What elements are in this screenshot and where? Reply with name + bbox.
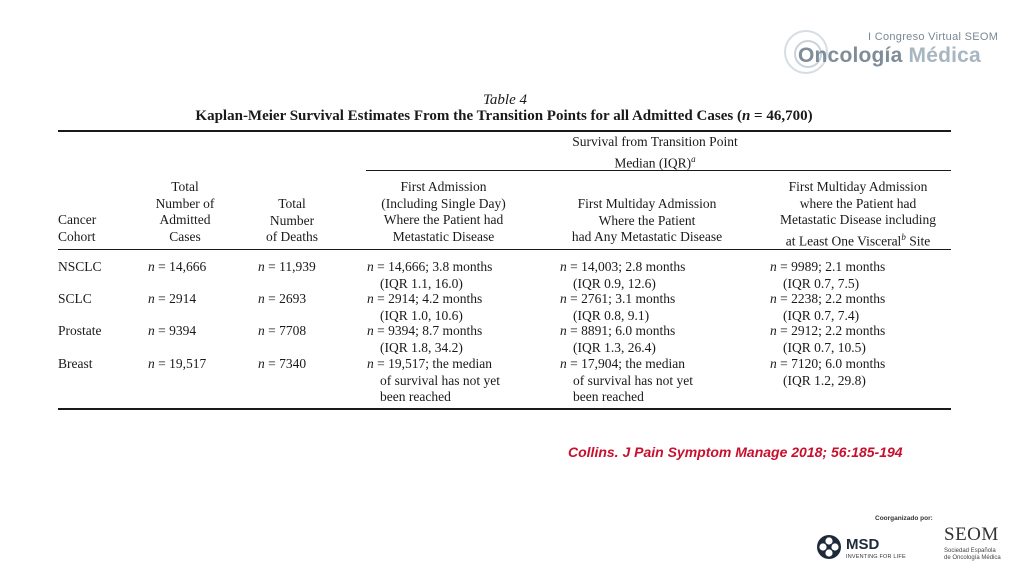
msd-name: MSD <box>846 536 880 553</box>
table-bottom-rule <box>58 408 951 410</box>
col-header-cohort: Cancer Cohort <box>58 212 97 244</box>
row-breast-multiday-visceral: n = 7120; 6.0 months (IQR 1.2, 29.8) <box>770 356 886 388</box>
col-header-admitted: Total Number of Admitted Cases <box>155 179 215 244</box>
group-header: Survival from Transition Point Median (IQR)$^a$ <box>572 134 738 170</box>
msd-logo <box>816 530 926 564</box>
row-nsclc-deaths: n = 11,939 <box>258 259 316 274</box>
msd-tagline: INVENTING FOR LIFE <box>846 554 906 560</box>
citation: Collins. J Pain Symptom Manage 2018; 56:185-194 <box>568 444 903 460</box>
row-prostate-multiday-visceral: n = 2912; 2.2 months (IQR 0.7, 10.5) <box>770 323 886 355</box>
row-prostate-cohort: Prostate <box>58 323 102 338</box>
table-caption: Table 4 <box>482 92 528 108</box>
row-sclc-multiday-any: n = 2761; 3.1 months (IQR 0.8, 9.1) <box>560 291 676 323</box>
row-prostate-deaths: n = 7708 <box>258 323 307 338</box>
row-sclc-cohort: SCLC <box>58 291 92 306</box>
header-bottom-rule <box>58 249 951 250</box>
table-top-rule <box>58 130 951 132</box>
msd-mark-icon <box>816 534 842 560</box>
col-header-multiday-any: First Multiday Admission Where the Patient had Any Metastatic Disease <box>571 196 723 244</box>
group-header-rule <box>366 170 951 171</box>
oncologia-medica-logo <box>780 28 1010 88</box>
logo-wordmark <box>798 44 981 68</box>
row-sclc-deaths: n = 2693 <box>258 291 307 306</box>
row-prostate-first-admission: n = 9394; 8.7 months (IQR 1.8, 34.2) <box>367 323 483 355</box>
col-header-deaths: Total Number of Deaths <box>265 196 319 244</box>
row-nsclc-multiday-any: n = 14,003; 2.8 months (IQR 0.9, 12.6) <box>560 259 686 291</box>
row-sclc-admitted: n = 2914 <box>148 291 197 306</box>
seom-name: SEOM <box>944 524 999 545</box>
row-prostate-multiday-any: n = 8891; 6.0 months (IQR 1.3, 26.4) <box>560 323 676 355</box>
table-title: Kaplan-Meier Survival Estimates From the Transition Points for all Admitted Cases (n = 46,700) <box>195 108 813 124</box>
row-sclc-first-admission: n = 2914; 4.2 months (IQR 1.0, 10.6) <box>367 291 483 323</box>
row-nsclc-cohort: NSCLC <box>58 259 102 274</box>
row-nsclc-admitted: n = 14,666 <box>148 259 207 274</box>
row-breast-multiday-any: n = 17,904; the median of survival has not yet been reached <box>560 356 693 404</box>
row-nsclc-multiday-visceral: n = 9989; 2.1 months (IQR 0.7, 7.5) <box>770 259 886 291</box>
row-prostate-admitted: n = 9394 <box>148 323 197 338</box>
logo-word-1: Oncología <box>798 44 903 67</box>
coorganized-label: Coorganizado por: <box>875 515 933 522</box>
row-nsclc-first-admission: n = 14,666; 3.8 months (IQR 1.1, 16.0) <box>367 259 493 291</box>
col-header-first-admission: First Admission (Including Single Day) Where the Patient had Metastatic Disease <box>381 179 506 244</box>
row-sclc-multiday-visceral: n = 2238; 2.2 months (IQR 0.7, 7.4) <box>770 291 886 323</box>
seom-logo <box>942 524 1012 568</box>
seom-subtitle: Sociedad Española de Oncología Médica <box>944 548 1001 561</box>
congress-label: I Congreso Virtual SEOM <box>868 31 999 43</box>
row-breast-cohort: Breast <box>58 356 93 371</box>
row-breast-admitted: n = 19,517 <box>148 356 207 371</box>
logo-word-2: Médica <box>908 44 981 67</box>
row-breast-deaths: n = 7340 <box>258 356 307 371</box>
col-header-multiday-visceral: First Multiday Admission where the Patient had Metastatic Disease including at Least One Visceral$^b$ Site <box>780 179 936 248</box>
row-breast-first-admission: n = 19,517; the median of survival has not yet been reached <box>367 356 500 404</box>
